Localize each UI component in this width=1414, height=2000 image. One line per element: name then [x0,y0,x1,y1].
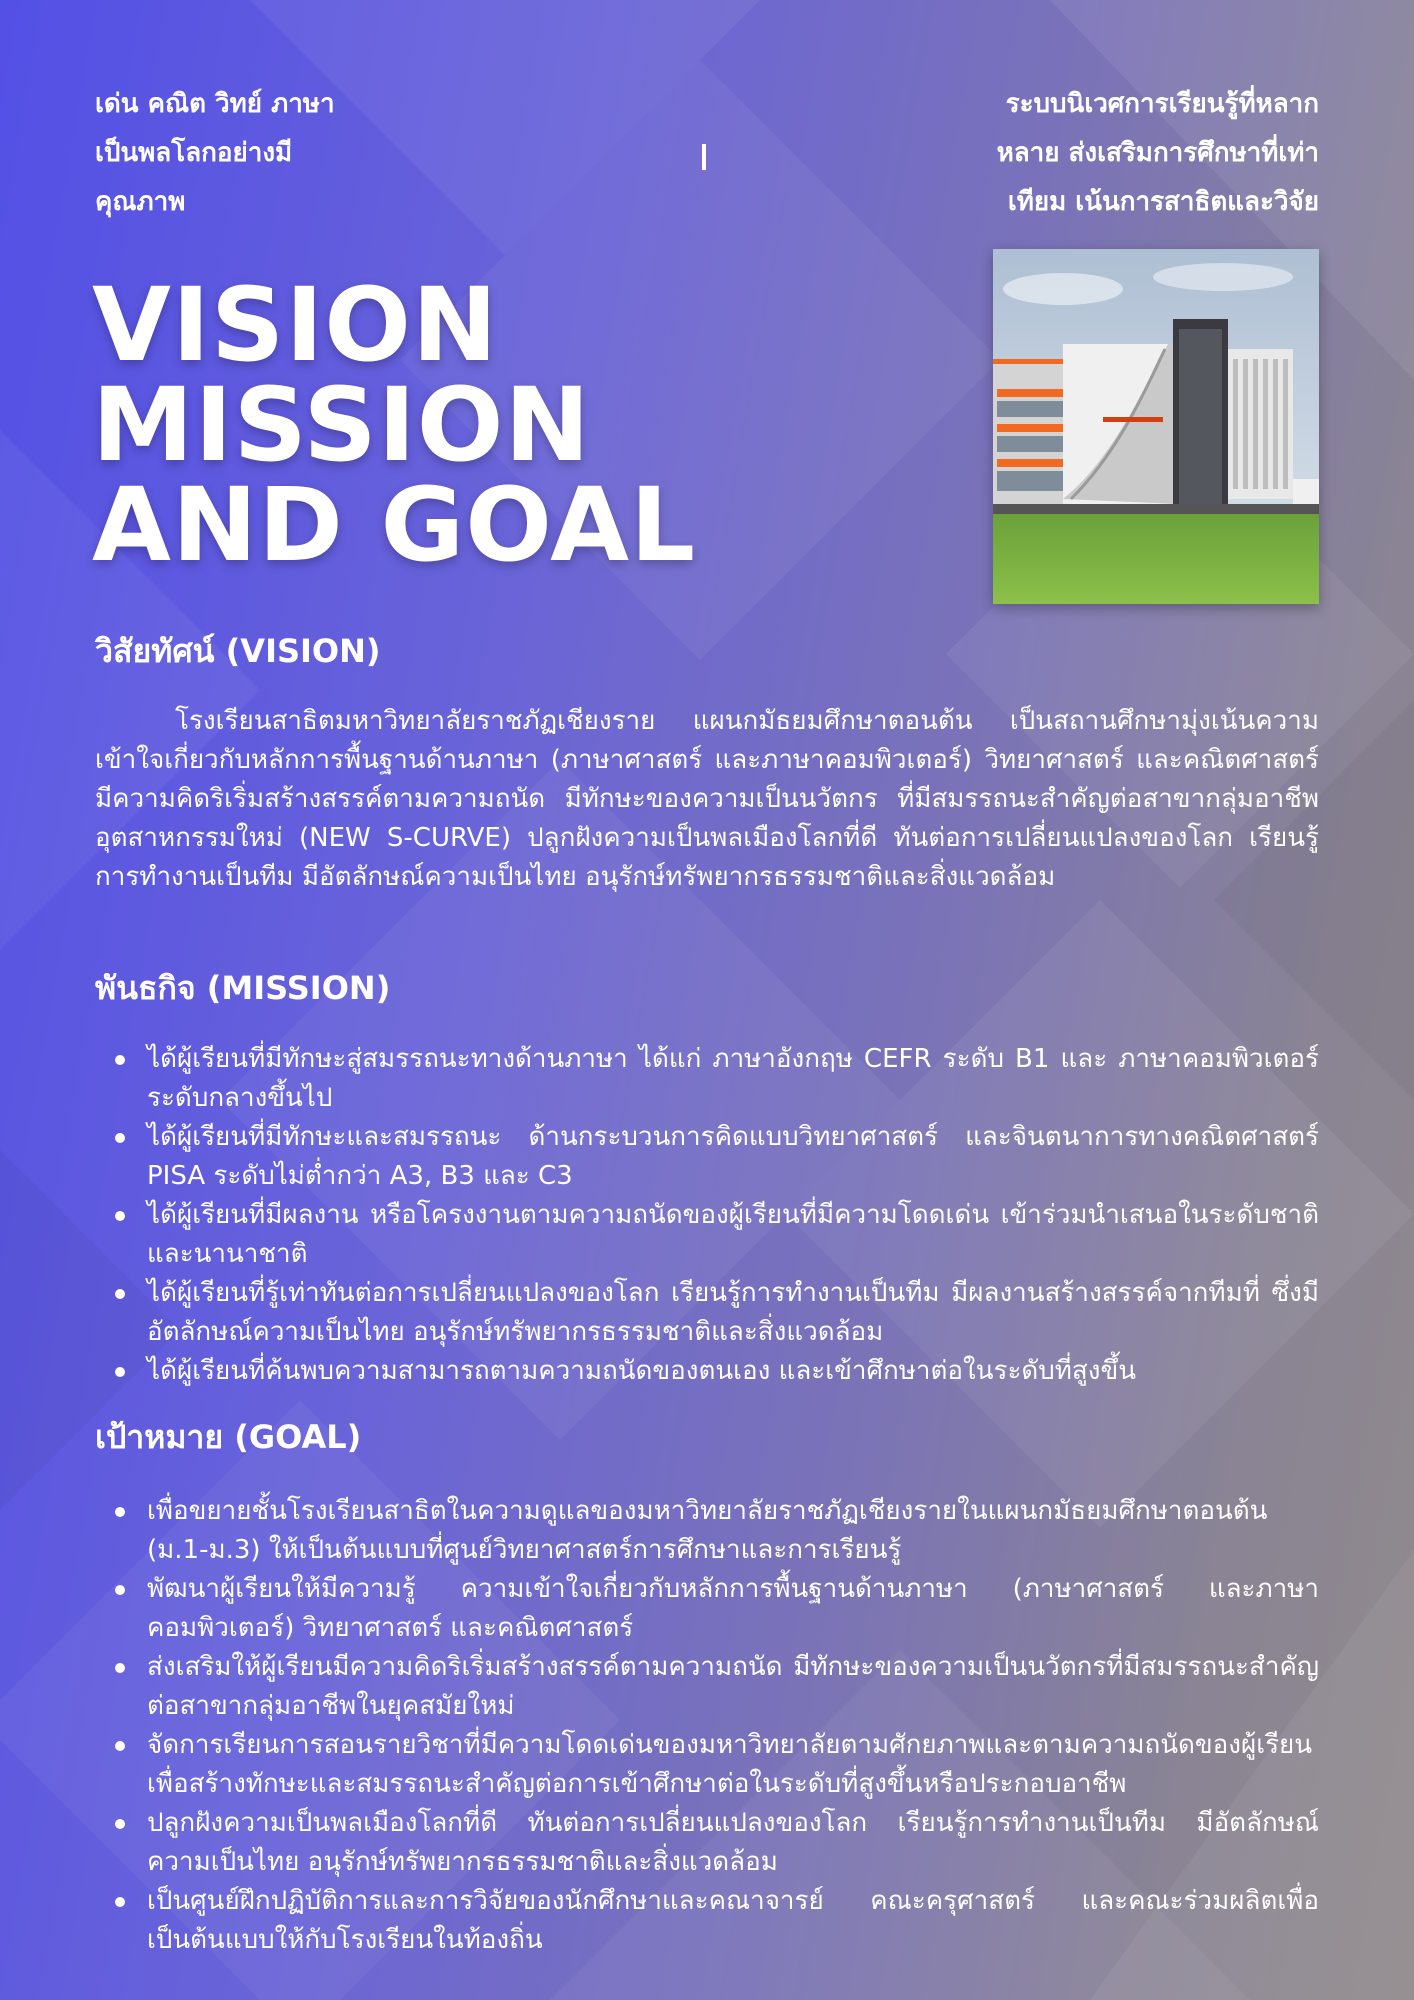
goal-item: เป็นศูนย์ฝึกปฏิบัติการและการวิจัยของนักศึกษาและคณาจารย์ คณะครุศาสตร์ และคณะร่วมผลิตเพื่อเป็นต้นแบบให้กับโรงเรียนในท้องถิ่น [95,1882,1319,1960]
header-left-text [95,80,435,227]
vision-heading: วิสัยทัศน์ (VISION) [95,632,381,670]
header-right-line: ระบบนิเวศการเรียนรู้ที่หลาก [1005,89,1319,119]
title-line: VISION [92,266,499,385]
vision-text: โรงเรียนสาธิตมหาวิทยาลัยราชภัฏเชียงราย แผนกมัธยมศึกษาตอนต้น เป็นสถานศึกษามุ่งเน้นความเข้าใจเกี่ยวกับหลักการพื้นฐานด้านภาษา (ภาษาศาสตร์ และภาษาคอมพิวเตอร์) วิทยาศาสตร์ และคณิตศาสตร์ มีความคิดริเริ่มสร้างสรรค์ตามความถนัด มีทักษะของความเป็นนวัตกร ที่มีสมรรถนะสำคัญต่อสาขากลุ่มอาชีพ อุตสาหกรรมใหม่ (NEW S-CURVE) ปลูกฝังความเป็นพลเมืองโลกที่ดี ทันต่อการเปลี่ยนแปลงของโลก เรียนรู้การทำงานเป็นทีม มีอัตลักษณ์ความเป็นไทย อนุรักษ์ทรัพยากรธรรมชาติและสิ่งแวดล้อม [95,706,1319,892]
header-left-line: เป็นพลโลกอย่างมี [95,138,293,168]
header-left-line: เด่น คณิต วิทย์ ภาษา [95,89,335,119]
goal-heading: เป้าหมาย (GOAL) [95,1418,362,1456]
mission-list [95,1040,1319,1391]
mission-item: ได้ผู้เรียนที่ค้นพบความสามารถตามความถนัดของตนเอง และเข้าศึกษาต่อในระดับที่สูงขึ้น [95,1352,1319,1391]
mission-heading: พันธกิจ (MISSION) [95,969,391,1007]
goal-list [95,1492,1319,1960]
header-right-text [919,80,1319,227]
header-left-line: คุณภาพ [95,187,186,217]
header-right-line: เทียม เน้นการสาธิตและวิจัย [1007,187,1319,217]
school-building-photo [993,249,1319,604]
header-right-line: หลาย ส่งเสริมการศึกษาที่เท่า [996,138,1319,168]
title-line: MISSION [92,366,591,485]
goal-item: พัฒนาผู้เรียนให้มีความรู้ ความเข้าใจเกี่ยวกับหลักการพื้นฐานด้านภาษา (ภาษาศาสตร์ และภาษาคอมพิวเตอร์) วิทยาศาสตร์ และคณิตศาสตร์ [95,1570,1319,1648]
goal-item: ส่งเสริมให้ผู้เรียนมีความคิดริเริ่มสร้างสรรค์ตามความถนัด มีทักษะของความเป็นนวัตกรที่มีสมรรถนะสำคัญต่อสาขากลุ่มอาชีพในยุคสมัยใหม่ [95,1648,1319,1726]
goal-item: ปลูกฝังความเป็นพลเมืองโลกที่ดี ทันต่อการเปลี่ยนแปลงของโลก เรียนรู้การทำงานเป็นทีม มีอัตลักษณ์ ความเป็นไทย อนุรักษ์ทรัพยากรธรรมชาติและสิ่งแวดล้อม [95,1804,1319,1882]
goal-item: เพื่อขยายชั้นโรงเรียนสาธิตในความดูแลของมหาวิทยาลัยราชภัฏเชียงรายในแผนกมัธยมศึกษาตอนต้น (ม.1-ม.3) ให้เป็นต้นแบบที่ศูนย์วิทยาศาสตร์การศึกษาและการเรียนรู้ [95,1492,1319,1570]
mission-item: ได้ผู้เรียนที่มีทักษะและสมรรถนะ ด้านกระบวนการคิดแบบวิทยาศาสตร์ และจินตนาการทางคณิตศาสตร์ PISA ระดับไม่ต่ำกว่า A3, B3 และ C3 [95,1118,1319,1196]
mission-item: ได้ผู้เรียนที่มีทักษะสู่สมรรถนะทางด้านภาษา ได้แก่ ภาษาอังกฤษ CEFR ระดับ B1 และ ภาษาคอมพิวเตอร์ ระดับกลางขึ้นไป [95,1040,1319,1118]
header-divider [702,144,706,170]
mission-item: ได้ผู้เรียนที่รู้เท่าทันต่อการเปลี่ยนแปลงของโลก เรียนรู้การทำงานเป็นทีม มีผลงานสร้างสรรค์จากทีมที่ ซึ่งมีอัตลักษณ์ความเป็นไทย อนุรักษ์ทรัพยากรธรรมชาติและสิ่งแวดล้อม [95,1274,1319,1352]
mission-item: ได้ผู้เรียนที่มีผลงาน หรือโครงงานตามความถนัดของผู้เรียนที่มีความโดดเด่น เข้าร่วมนำเสนอในระดับชาติและนานาชาติ [95,1196,1319,1274]
title-line: AND GOAL [92,466,697,585]
goal-item: จัดการเรียนการสอนรายวิชาที่มีความโดดเด่นของมหาวิทยาลัยตามศักยภาพและตามความถนัดของผู้เรียน เพื่อสร้างทักษะและสมรรถนะสำคัญต่อการเข้าศึกษาต่อในระดับที่สูงขึ้นหรือประกอบอาชีพ [95,1726,1319,1804]
page-title [92,266,752,585]
